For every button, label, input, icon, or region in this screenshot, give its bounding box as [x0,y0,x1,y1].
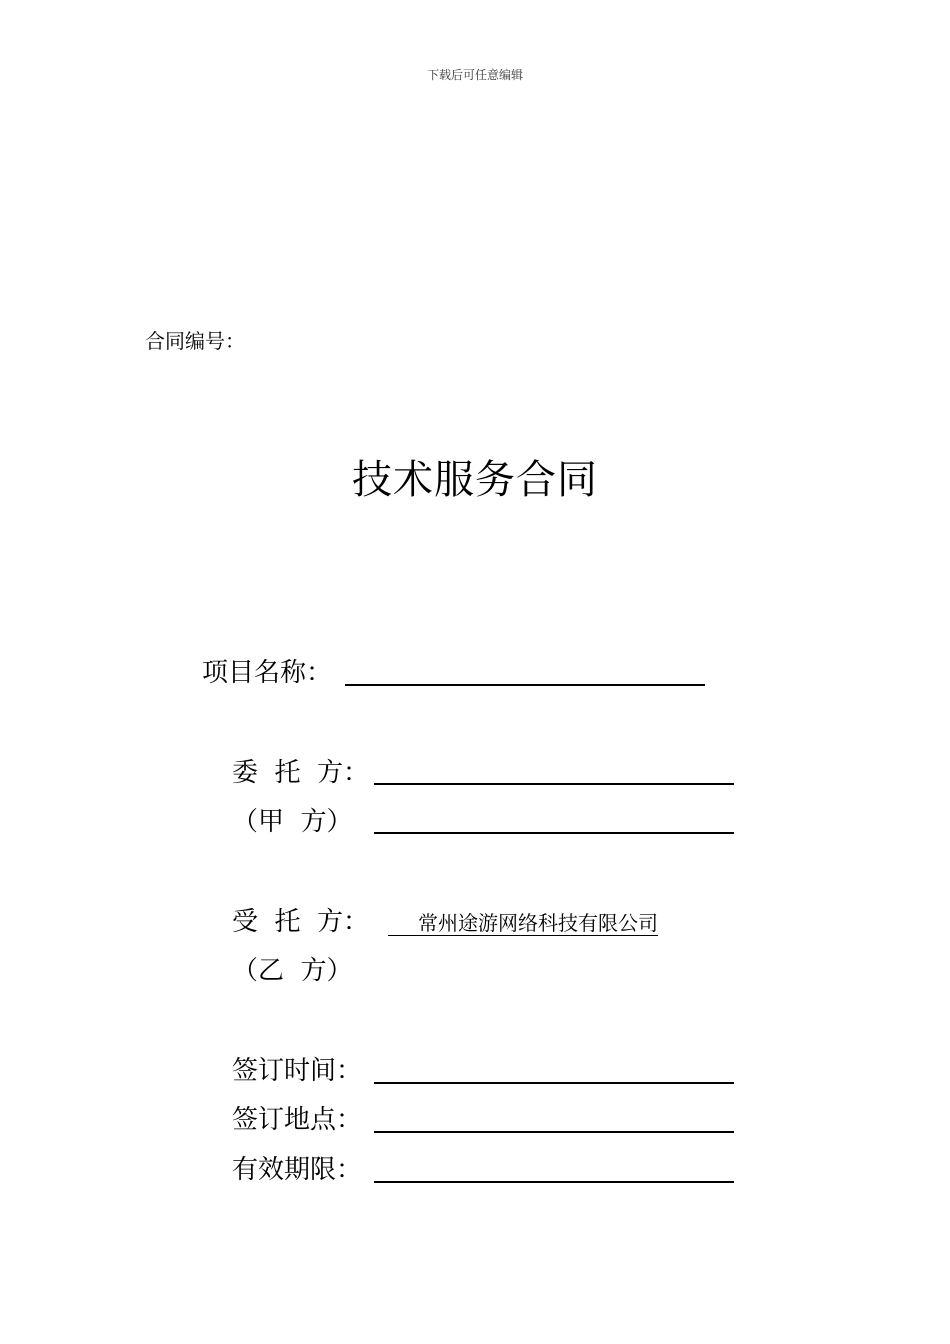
contractor-label: 受 托 方： [232,907,370,937]
valid-period-field[interactable] [374,1181,734,1183]
client-party-a-label: （甲 方） [232,807,353,837]
valid-period-label: 有效期限： [232,1155,363,1185]
client-label: 委 托 方： [232,758,370,788]
sign-time-field[interactable] [374,1082,734,1084]
document-title: 技术服务合同 [352,457,598,503]
client-party-a-field[interactable] [374,832,734,834]
project-name-field[interactable] [345,684,705,686]
project-name-label: 项目名称： [202,658,333,688]
header-note: 下载后可任意编辑 [426,68,523,82]
contract-number-label: 合同编号： [145,329,245,353]
sign-place-label: 签订地点： [232,1105,363,1135]
client-field[interactable] [374,783,734,785]
contractor-party-b-label: （乙 方） [232,956,353,986]
contractor-value: 常州途游网络科技有限公司 [388,913,658,936]
sign-time-label: 签订时间： [232,1056,363,1086]
sign-place-field[interactable] [374,1131,734,1133]
